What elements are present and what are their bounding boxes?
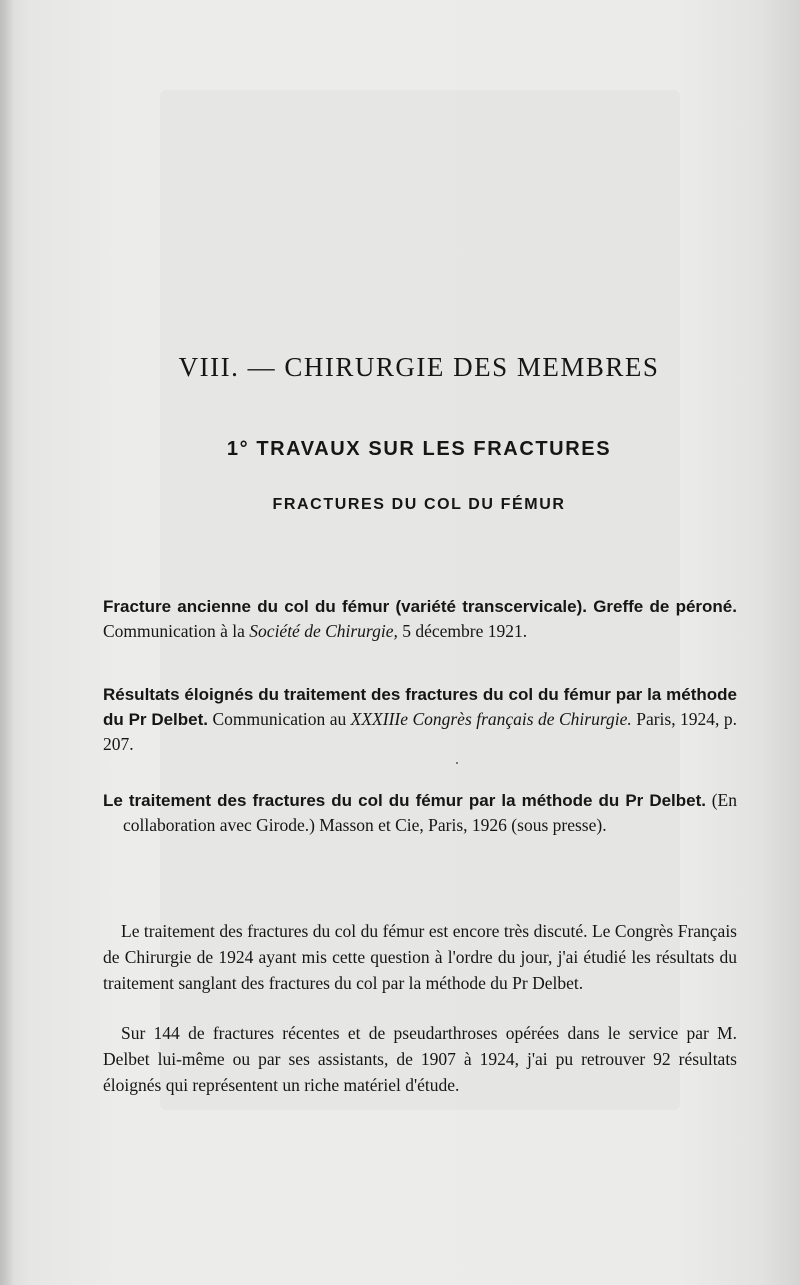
subsection-title: FRACTURES DU COL DU FÉMUR: [272, 496, 566, 513]
reference-journal: Société de Chirurgie,: [249, 621, 398, 641]
reference-pre: Communication au: [208, 709, 351, 729]
reference-title: Résultats éloignés du traitement des fractures du col du fémur par la méthode du Pr Delbet.: [103, 685, 737, 729]
reference-post: 5 décembre 1921.: [397, 621, 528, 641]
body-paragraph-2: Sur 144 de fractures récentes et de pseudarthroses opérées dans le service par M. Delbet lui-même ou par ses assistants, de 1907 à 1924, j'ai pu retrouver 92 résultats éloignés qui représentent un riche matériel d'étude.: [103, 1023, 737, 1095]
reference-item-2: [103, 682, 737, 756]
ink-dot: [456, 762, 458, 764]
page-edge-shadow: [0, 0, 14, 1285]
reference-title: Le traitement des fractures du col du fémur par la méthode du Pr Delbet.: [103, 791, 707, 810]
reference-post: Paris, 1924, p. 207.: [103, 709, 737, 754]
body-paragraph-1: Le traitement des fractures du col du fémur est encore très discuté. Le Congrès Français de Chirurgie de 1924 ayant mis cette question à l'ordre du jour, j'ai étudié les résultats du traitement sanglant des fractures du col par la méthode du Pr Delbet.: [103, 921, 737, 993]
reference-title: Fracture ancienne du col du fémur (variété transcervicale). Greffe de péroné.: [103, 597, 737, 616]
reference-journal: XXXIIIe Congrès français de Chirurgie.: [350, 709, 632, 729]
chapter-title: VIII. — CHIRURGIE DES MEMBRES: [178, 352, 660, 382]
reference-pre: (En collaboration avec Girode.) Masson et Cie, Paris, 1926 (sous presse).: [123, 790, 737, 835]
reference-pre: Communication à la: [103, 621, 250, 641]
reference-item-3: [103, 788, 737, 837]
reference-item-1: [103, 594, 737, 643]
section-title: 1° TRAVAUX SUR LES FRACTURES: [226, 438, 612, 460]
